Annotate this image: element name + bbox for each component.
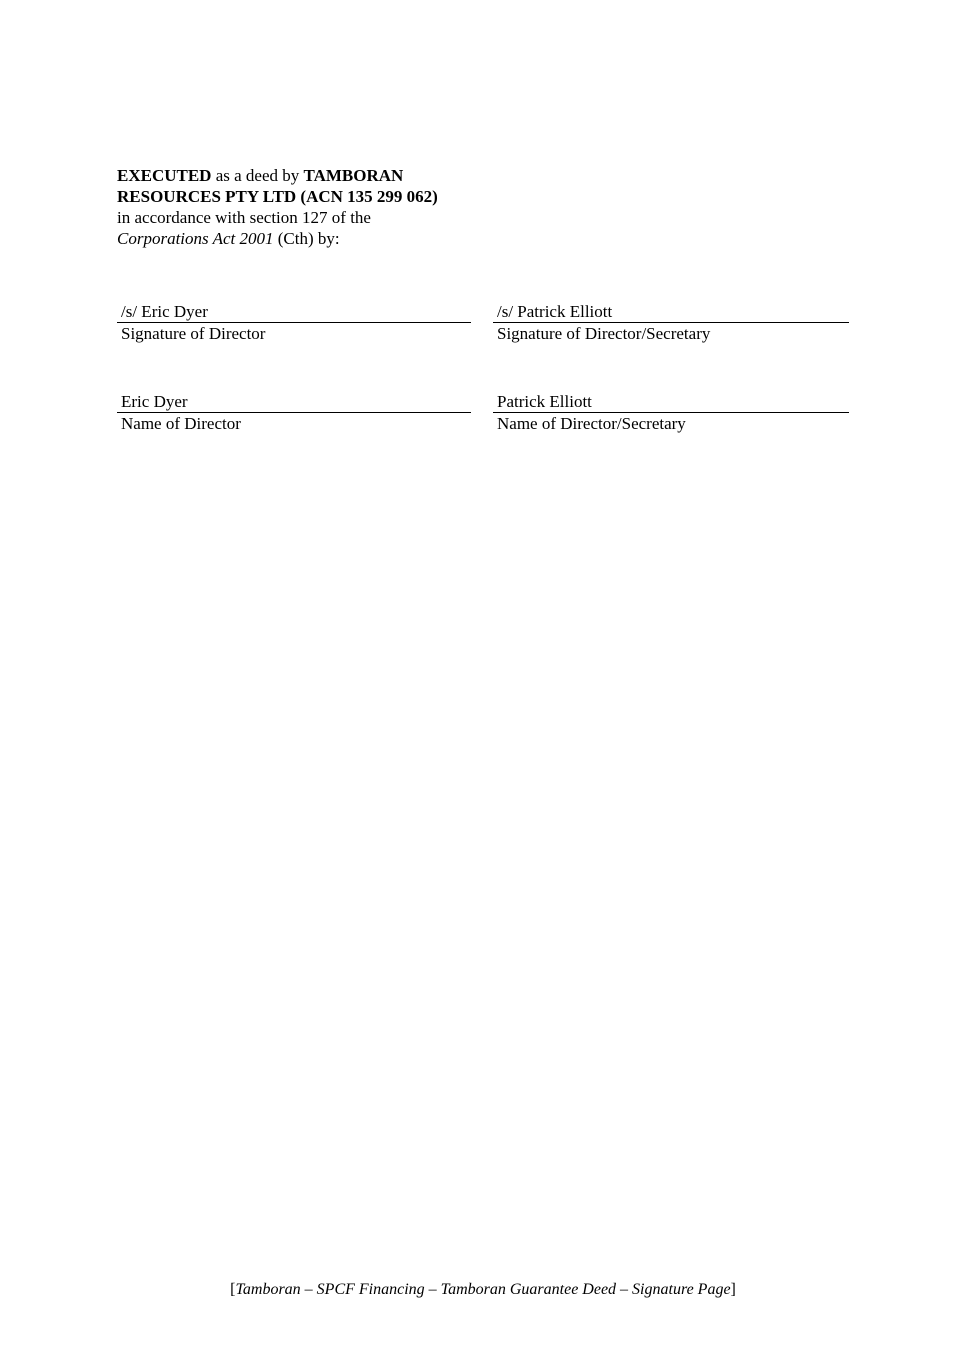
secretary-name: Patrick Elliott [493, 392, 849, 413]
secretary-signature: /s/ Patrick Elliott [493, 302, 849, 323]
footer-close-bracket: ] [730, 1281, 736, 1298]
as-deed-by-text: as a deed by [211, 166, 304, 185]
director-signature-block [117, 302, 471, 344]
director-name-caption: Name of Director [121, 414, 241, 433]
footer-open-bracket: [ [230, 1281, 236, 1298]
company-name-part1: TAMBORAN [303, 166, 404, 185]
secretary-signature-block [493, 302, 849, 344]
execution-line-1 [117, 165, 438, 186]
secretary-name-block [493, 392, 849, 434]
act-suffix: (Cth) by: [273, 229, 340, 248]
footer-text: Tamboran – SPCF Financing – Tamboran Guarantee Deed – Signature Page [235, 1281, 731, 1298]
director-signature-caption: Signature of Director [121, 324, 266, 343]
page-footer [0, 1280, 966, 1300]
execution-clause [117, 165, 438, 249]
secretary-signature-caption: Signature of Director/Secretary [497, 324, 711, 343]
secretary-name-caption: Name of Director/Secretary [497, 414, 686, 433]
section-text: in accordance with section 127 of the [117, 208, 371, 227]
act-name: Corporations Act 2001 [117, 229, 274, 248]
name-row [117, 392, 849, 434]
company-name-part2: RESOURCES PTY LTD (ACN 135 299 062) [117, 187, 438, 206]
executed-label: EXECUTED [117, 166, 212, 185]
director-name-block [117, 392, 471, 434]
execution-line-4 [117, 228, 438, 249]
director-signature: /s/ Eric Dyer [117, 302, 471, 323]
director-name: Eric Dyer [117, 392, 471, 413]
signature-row [117, 302, 849, 344]
